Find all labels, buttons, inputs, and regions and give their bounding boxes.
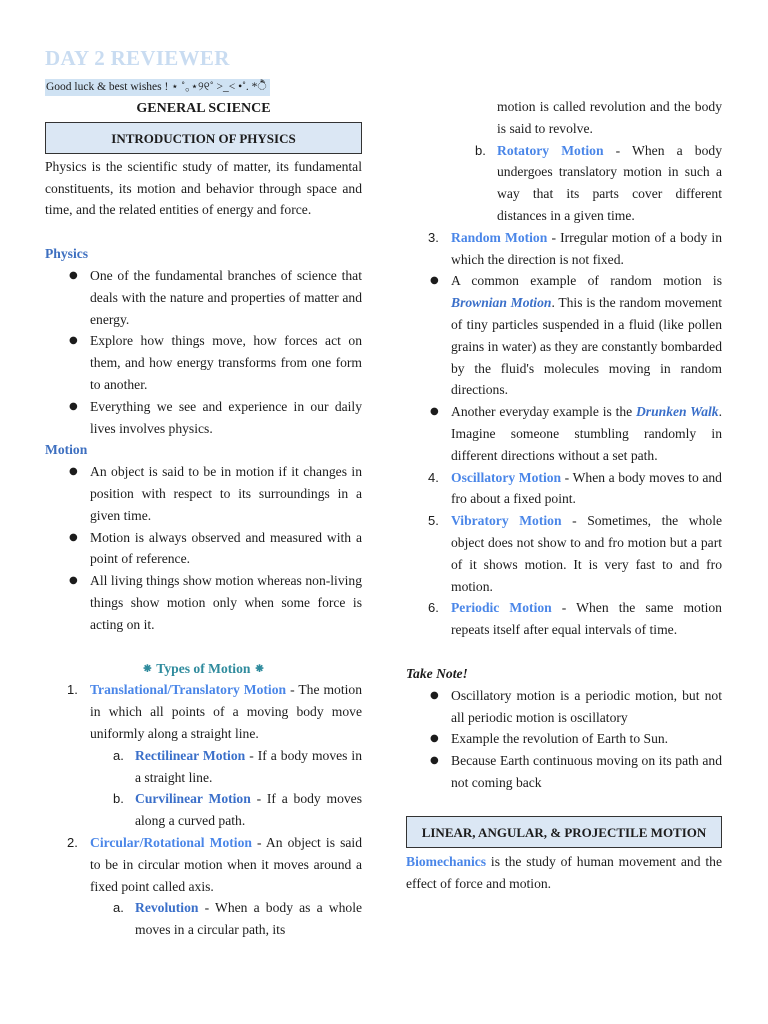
list-item <box>452 140 722 227</box>
types-of-motion-heading: ⁕ Types of Motion ⁕ <box>141 660 266 676</box>
list-item: ● One of the fundamental branches of science that deals with the nature and properties of matter and energy. <box>45 265 362 330</box>
list-item <box>90 897 362 941</box>
definition: - Sometimes, the whole object does not show to and fro motion but a part of it shows motion. It is very fast to and fro motion. <box>451 513 723 594</box>
list-item: ● Everything we see and experience in our daily lives involves physics. <box>45 396 362 440</box>
list-letter: a. <box>113 747 124 763</box>
physics-label: Physics <box>45 246 89 262</box>
definition: - When the same motion repeats itself after equal intervals of time. <box>451 600 722 638</box>
list-letter: a. <box>113 900 124 916</box>
term: Biomechanics <box>406 853 487 869</box>
motion-list <box>45 461 362 635</box>
section-title: GENERAL SCIENCE <box>136 101 271 116</box>
definition: - When a body moves to and fro about a fixed point. <box>451 469 722 507</box>
list-item: ● An object is said to be in motion if it changes in position with respect to its surroundings in a given time. <box>45 461 362 526</box>
term: Drunken Walk <box>635 404 719 420</box>
list-item: ● All living things show motion whereas non-living things show motion only when some force is acting on it. <box>45 570 362 635</box>
term: Oscillatory Motion <box>451 469 562 485</box>
definition: - When a body as a whole moves in a circular path, its <box>135 900 362 938</box>
list-number: 6. <box>428 600 439 616</box>
types-list-continued-2 <box>406 467 722 641</box>
text: . Imagine someone stumbling randomly in different directions without a set path. <box>451 404 722 463</box>
list-number: 5. <box>428 513 439 529</box>
text: . This is the random movement of tiny particles suspended in a fluid (like pollen grains in water) as they are constantly bombarded by the fluid's molecules moving in random directions. <box>451 295 722 398</box>
text: A common example of random motion is <box>451 273 722 289</box>
term: Translational/Translatory Motion <box>90 682 287 698</box>
biomechanics-paragraph <box>406 851 722 895</box>
list-item: ● Example the revolution of Earth to Sun. <box>406 728 722 750</box>
list-item: ● Motion is always observed and measured with a point of reference. <box>45 527 362 571</box>
term: Periodic Motion <box>451 600 552 616</box>
term: Curvilinear Motion <box>135 791 251 807</box>
physics-list <box>45 265 362 439</box>
page-subtitle: Good luck & best wishes ! ⋆ ˚｡⋆୨୧˚ >_< •˚. *ੈ <box>45 79 270 96</box>
list-item <box>45 679 362 832</box>
motion-label: Motion <box>45 442 88 458</box>
list-item: ● Because Earth continuous moving on its path and not coming back <box>406 750 722 794</box>
term: Vibratory Motion <box>451 513 562 529</box>
linear-angular-box-heading: LINEAR, ANGULAR, & PROJECTILE MOTION <box>406 816 722 848</box>
definition: is the study of human movement and the effect of force and motion. <box>406 853 722 891</box>
list-number: 2. <box>67 834 78 850</box>
note-list <box>406 685 722 794</box>
term: Brownian Motion <box>451 295 552 311</box>
list-item: ● Explore how things move, how forces act on them, and how energy transforms from one form to another. <box>45 330 362 395</box>
list-letter: b. <box>113 791 124 807</box>
right-column <box>406 96 722 894</box>
list-item <box>406 597 722 641</box>
types-list-continued <box>406 227 722 271</box>
intro-paragraph: Physics is the scientific study of matter, its fundamental constituents, its motion and behavior through space and time, and the related entities of energy and force. <box>45 158 362 218</box>
term: Random Motion <box>451 229 548 245</box>
random-examples-list <box>406 270 722 466</box>
definition: - The motion in which all points of a moving body move uniformly along a straight line. <box>90 682 362 741</box>
left-column <box>45 96 362 941</box>
term: Rectilinear Motion <box>135 747 246 763</box>
take-note-heading: Take Note! <box>406 665 468 681</box>
types-list <box>45 679 362 941</box>
continued-text: motion is called revolution and the body is said to revolve. <box>497 99 722 136</box>
term: Circular/Rotational Motion <box>90 834 252 850</box>
term: Rotatory Motion <box>497 142 604 158</box>
list-item <box>406 510 722 597</box>
term: Revolution <box>135 900 199 916</box>
list-item <box>90 745 362 789</box>
list-number: 3. <box>428 229 439 245</box>
list-item <box>90 788 362 832</box>
definition: - An object is said to be in circular motion when it moves around a fixed point called axis. <box>90 834 362 894</box>
list-item: ● Oscillatory motion is a periodic motion, but not all periodic motion is oscillatory <box>406 685 722 729</box>
list-letter: b. <box>475 142 486 158</box>
sublist <box>452 140 722 227</box>
intro-box-heading: INTRODUCTION OF PHYSICS <box>45 122 362 154</box>
list-item <box>406 467 722 511</box>
list-item <box>406 227 722 271</box>
definition: - When a body undergoes translatory motion in such a way that its parts cover different distances in a given time. <box>497 142 722 223</box>
list-item <box>406 270 722 401</box>
text: Another everyday example is the <box>451 404 636 420</box>
definition: - If a body moves along a curved path. <box>135 791 362 829</box>
list-item <box>406 401 722 466</box>
list-number: 1. <box>67 682 78 698</box>
page-title: DAY 2 REVIEWER <box>45 46 230 70</box>
definition: - Irregular motion of a body in which the direction is not fixed. <box>451 229 723 267</box>
list-item <box>45 832 362 941</box>
definition: - If a body moves in a straight line. <box>135 747 362 785</box>
list-number: 4. <box>428 469 439 485</box>
